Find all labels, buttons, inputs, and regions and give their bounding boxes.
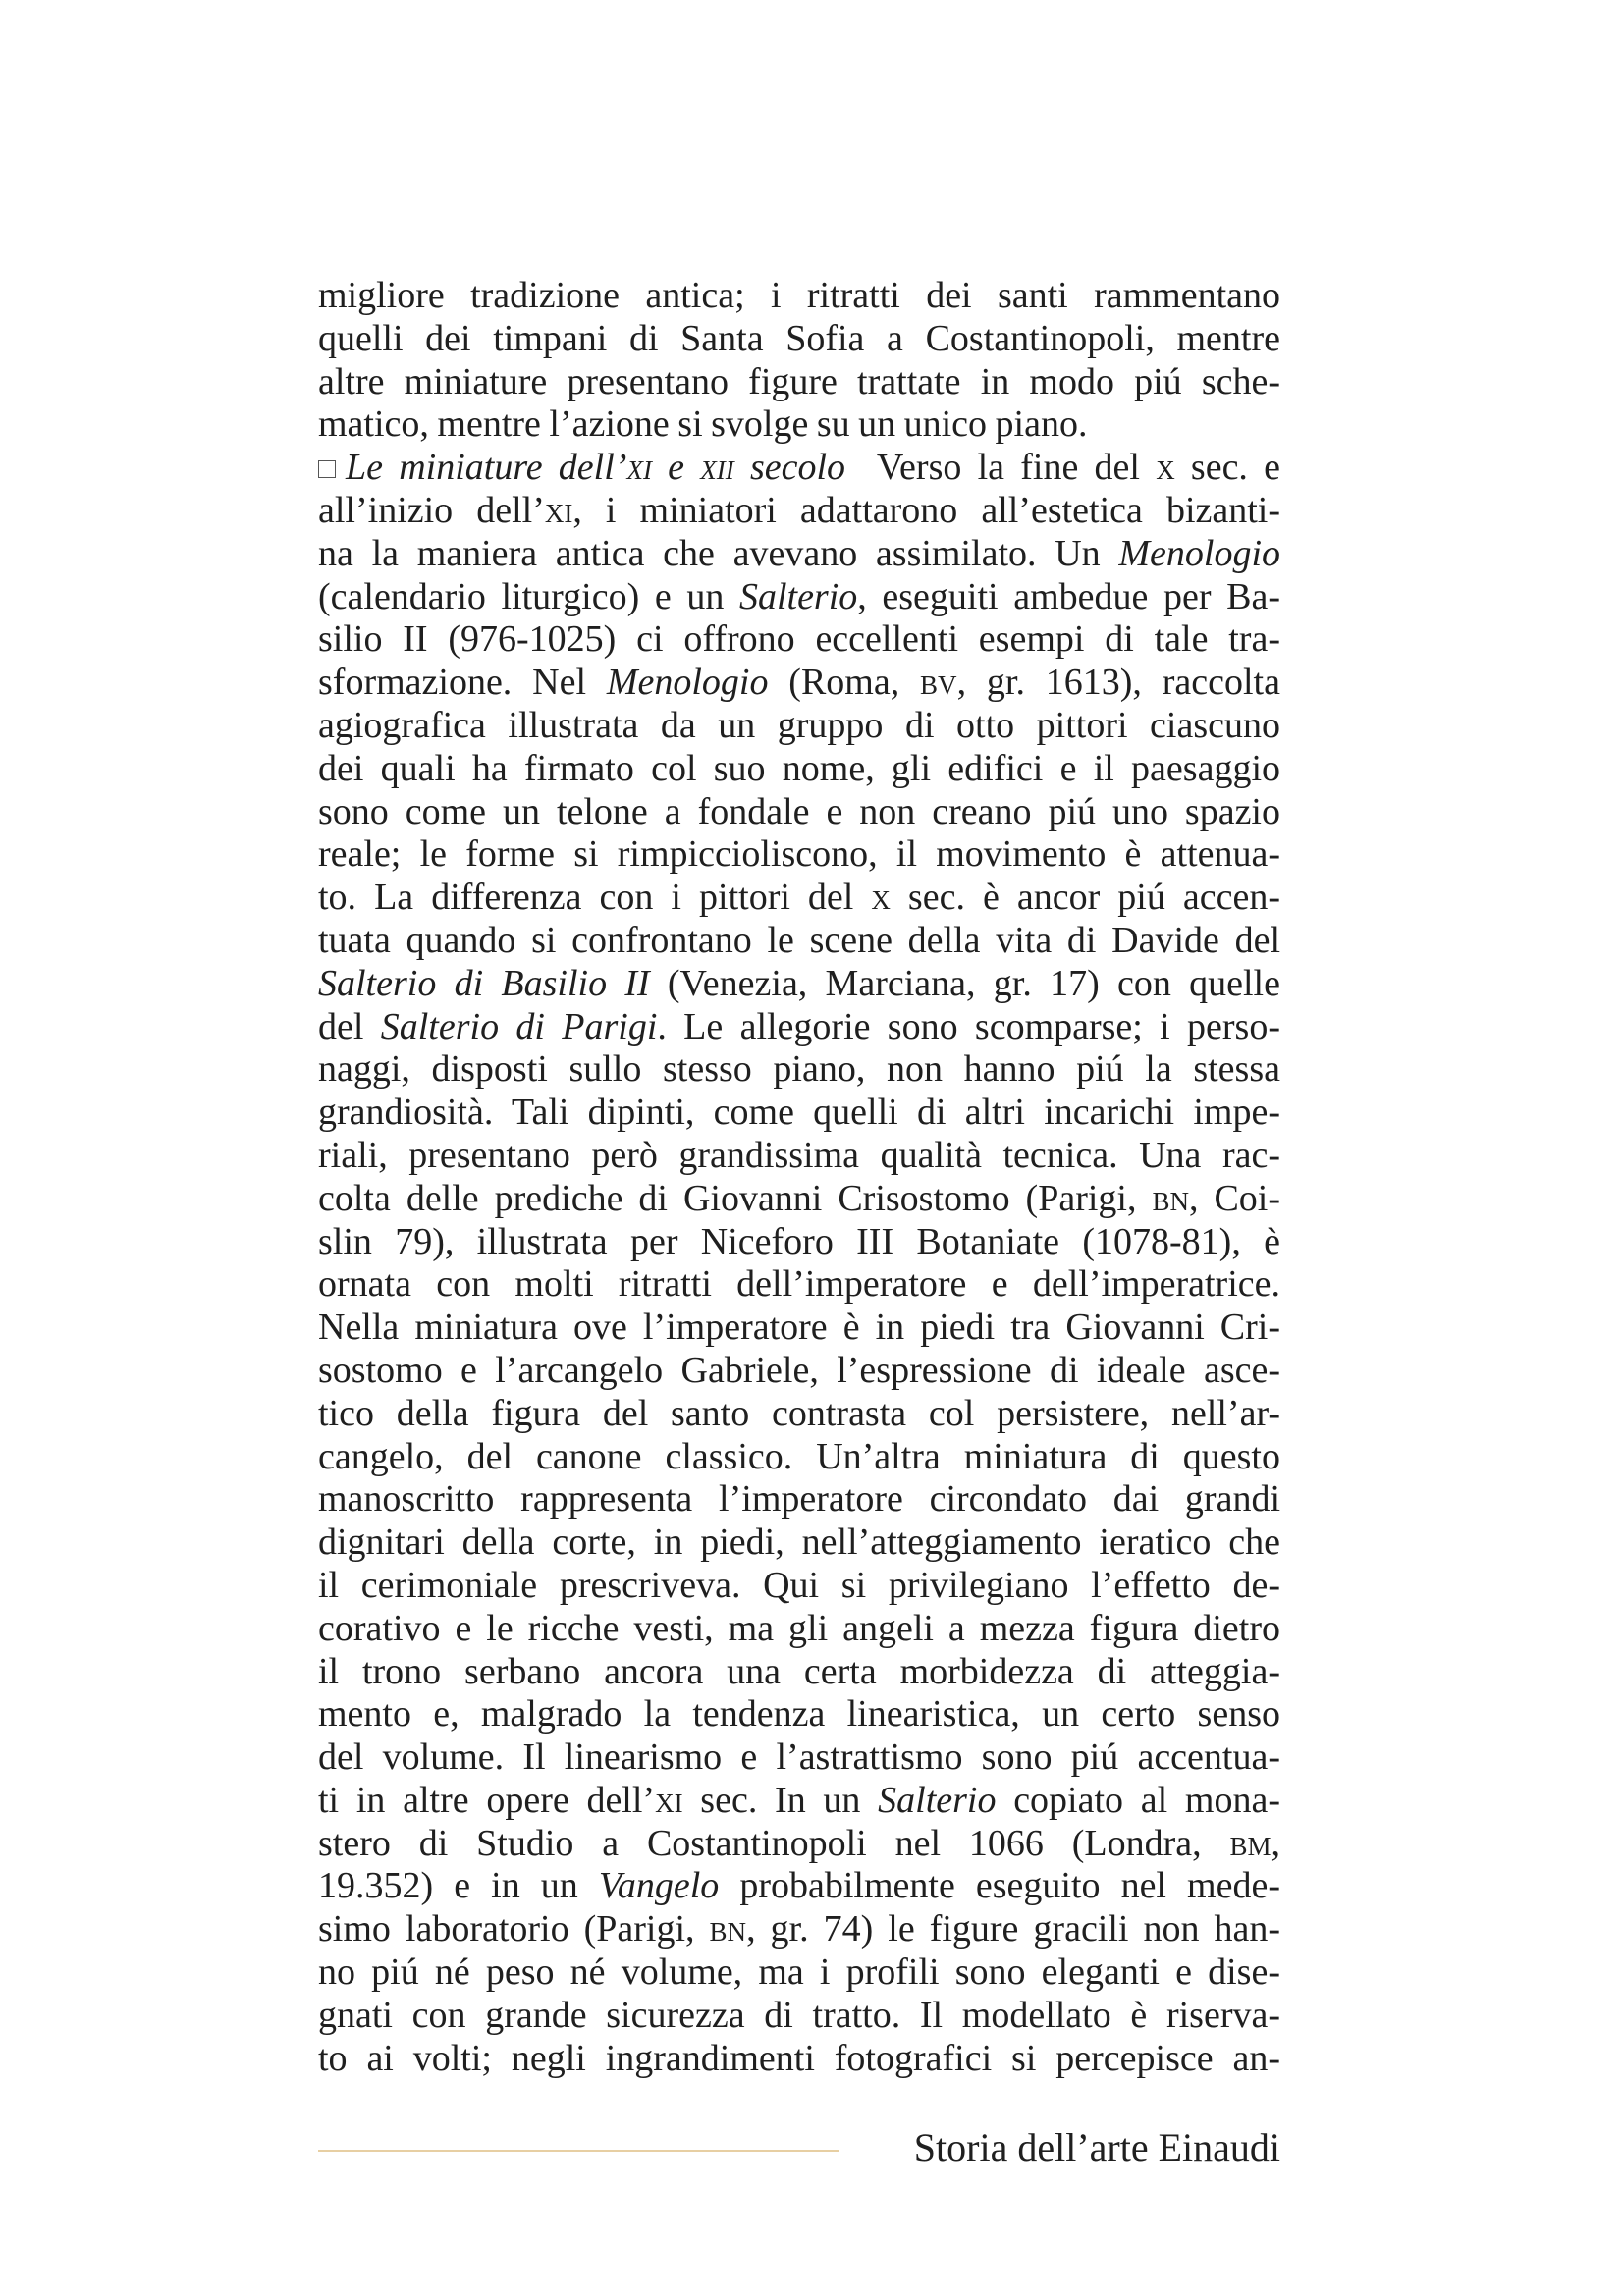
text-line [318,318,1280,361]
text-segment: secolo [733,447,846,489]
text-segment: , eseguiti ambedue per Ba- [857,575,1280,617]
text-segment: mento e, malgrado la tendenza linearistica, un certo senso [318,1693,1280,1735]
text-segment: to ai volti; negli ingrandimenti fotografici si percepisce an- [318,2037,1280,2079]
text-segment: . Le allegorie sono scomparse; i perso- [657,1005,1280,1047]
text-segment: altre miniature presentano figure trattate in modo piú sche- [318,360,1280,402]
text-segment: matico, mentre l’azione si svolge su un unico piano. [318,403,1088,446]
text-line [318,877,1280,920]
text-line [318,1865,1280,1908]
text-line [318,1307,1280,1350]
text-segment: sono come un telone a fondale e non creano piú uno spazio [318,790,1280,832]
text-line [318,833,1280,877]
text-segment: bm [1229,1822,1271,1864]
text-line [318,1393,1280,1436]
text-segment: Salterio di Parigi [380,1005,658,1047]
text-line [318,662,1280,705]
text-line [318,2038,1280,2081]
text-segment: xi [655,1779,683,1821]
text-segment: gnati con grande sicurezza di tratto. Il modellato è riserva- [318,1994,1280,2036]
text-segment: bv [920,662,957,704]
text-segment: naggi, disposti sullo stesso piano, non hanno piú la stessa [318,1048,1280,1091]
text-segment: , i miniatori adattarono all’estetica bizanti- [572,489,1281,531]
text-line [318,490,1280,533]
text-line [318,361,1280,404]
text-segment: ti in altre opere dell’ [318,1779,656,1821]
text-segment: Vangelo [598,1865,720,1907]
text-segment: Menologio [606,662,769,704]
text-segment: , gr. 1613), raccolta [956,662,1280,704]
text-segment: dei quali ha firmato col suo nome, gli edifici e il paesaggio [318,747,1280,789]
text-segment: e [651,447,701,489]
text-segment: bn [1152,1177,1189,1219]
text-line [318,963,1280,1006]
text-segment: sec. e [1174,447,1281,489]
text-line [318,1995,1280,2038]
text-segment: sostomo e l’arcangelo Gabriele, l’espressione di ideale asce- [318,1349,1280,1391]
text-segment: no piú né peso né volume, ma i profili sono eleganti e dise- [318,1951,1280,1994]
text-segment: Salterio [738,575,858,617]
footer-rule [318,2150,839,2152]
text-line [318,1263,1280,1307]
text-segment: il trono serbano ancora una certa morbidezza di atteggia- [318,1650,1280,1692]
text-segment: del [318,1005,381,1047]
text-line [318,1951,1280,1995]
text-segment: del volume. Il linearismo e l’astrattismo sono piú accentua- [318,1736,1280,1779]
text-line [318,1221,1280,1264]
text-segment: silio II (976-1025) ci offrono eccellenti esempi di tale tra- [318,618,1280,661]
text-segment: na la maniera antica che avevano assimilato. Un [318,532,1119,574]
text-segment: quelli dei timpani di Santa Sofia a Costantinopoli, mentre [318,317,1280,359]
text-segment: ornata con molti ritratti dell’imperatore e dell’imperatrice. [318,1263,1280,1306]
text-line [318,1478,1280,1522]
text-segment: Menologio [1118,532,1280,574]
text-line [318,1092,1280,1135]
text-line [318,1350,1280,1393]
text-segment: probabilmente eseguito nel mede- [719,1865,1280,1907]
text-segment: reale; le forme si rimpiccioliscono, il movimento è attenua- [318,833,1280,876]
text-line [318,705,1280,748]
text-segment: (Venezia, Marciana, gr. 17) con quelle [649,962,1280,1004]
text-line [318,1651,1280,1694]
text-segment: xi [544,489,573,531]
text-segment: grandiosità. Tali dipinti, come quelli di altri incarichi impe- [318,1092,1280,1134]
text-segment: il cerimoniale prescriveva. Qui si privilegiano l’effetto de- [318,1564,1280,1606]
text-segment: tuata quando si confrontano le scene della vita di Davide del [318,919,1280,961]
square-marker-icon [318,460,336,478]
text-line [318,1436,1280,1479]
text-segment: sformazione. Nel [318,662,607,704]
text-line [318,576,1280,619]
text-segment: copiato al mona- [996,1779,1280,1821]
text-line [318,920,1280,963]
text-line [318,1693,1280,1736]
text-segment: x [1156,447,1175,489]
text-segment: stero di Studio a Costantinopoli nel 1066 (Londra, [318,1822,1230,1864]
text-segment: simo laboratorio (Parigi, [318,1908,710,1950]
text-segment: xii [700,447,734,489]
text-line [318,618,1280,662]
text-line [318,748,1280,791]
text-segment: sec. In un [682,1779,879,1821]
text-line [318,1006,1280,1049]
text-segment: Nella miniatura ove l’imperatore è in piedi tra Giovanni Cri- [318,1307,1280,1349]
text-segment: riali, presentano però grandissima qualità tecnica. Una rac- [318,1134,1280,1176]
text-segment: cangelo, del canone classico. Un’altra miniatura di questo [318,1435,1280,1477]
text-segment: (Roma, [768,662,921,704]
text-segment: Salterio [878,1779,997,1821]
text-line [318,1908,1280,1951]
text-segment: migliore tradizione antica; i ritratti dei santi rammentano [318,275,1280,316]
text-segment: all’inizio dell’ [318,489,545,531]
text-segment: , [1271,1822,1280,1864]
text-line [318,1608,1280,1651]
text-line [318,275,1280,318]
text-segment: colta delle prediche di Giovanni Crisostomo (Parigi, [318,1177,1153,1219]
footer-title: Storia dell’arte Einaudi [913,2125,1280,2169]
text-segment: , Coi- [1188,1177,1280,1219]
text-segment: x [871,877,891,919]
text-segment: to. La differenza con i pittori del [318,877,872,919]
text-segment: agiografica illustrata da un gruppo di otto pittori ciascuno [318,704,1280,746]
text-segment: (calendario liturgico) e un [318,575,739,617]
text-line [318,1178,1280,1221]
text-line [318,1736,1280,1780]
text-line [318,1135,1280,1178]
text-segment: corativo e le ricche vesti, ma gli angeli a mezza figura dietro [318,1607,1280,1649]
text-segment: xi [626,447,652,489]
text-segment: sec. è ancor piú accen- [890,877,1280,919]
text-segment: dignitari della corte, in piedi, nell’atteggiamento ieratico che [318,1522,1280,1564]
page-footer [318,2120,1280,2179]
text-line [318,447,1280,490]
text-segment: manoscritto rappresenta l’imperatore circondato dai grandi [318,1478,1280,1521]
text-line [318,1565,1280,1608]
text-line [318,1048,1280,1092]
text-line [318,1522,1280,1565]
text-line [318,403,1280,447]
text-segment: slin 79), illustrata per Niceforo III Botaniate (1078-81), è [318,1220,1280,1262]
text-segment: Salterio di Basilio II [318,962,650,1004]
text-segment: Verso la fine del [845,447,1157,489]
text-line [318,1823,1280,1866]
text-segment: Le miniature dell’ [346,447,627,489]
text-segment: bn [709,1908,747,1950]
text-line [318,791,1280,834]
text-segment: 19.352) e in un [318,1865,599,1907]
body-text [318,275,1280,2080]
text-segment: tico della figura del santo contrasta col persistere, nell’ar- [318,1392,1280,1434]
text-segment: , gr. 74) le figure gracili non han- [746,1908,1280,1950]
text-line [318,1780,1280,1823]
text-line [318,533,1280,576]
